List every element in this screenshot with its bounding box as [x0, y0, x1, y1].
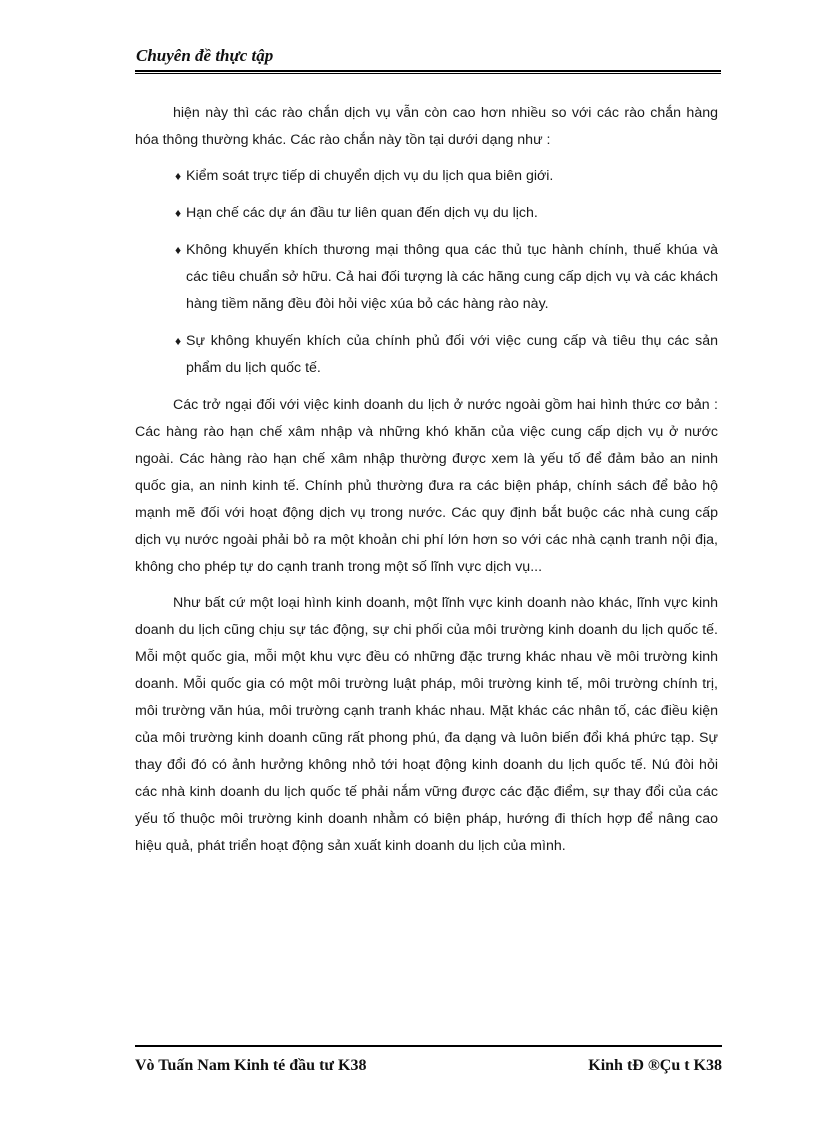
list-item [135, 200, 718, 227]
body-paragraph: Như bất cứ một loại hình kinh doanh, một lĩnh vực kinh doanh nào khác, lĩnh vực kinh doanh du lịch cũng chịu sự tác động, sự chi phối của môi trường kinh doanh du lịch quốc tế. Mỗi một quốc gia, mỗi một khu vực đều có những đặc trưng khác nhau về môi trường kinh doanh. Mỗi quốc gia có một môi trường luật pháp, môi trường kinh tế, môi trường chính trị, môi trường văn húa, môi trường cạnh tranh khác nhau. Mặt khác các nhân tố, các điều kiện của môi trường kinh doanh cũng rất phong phú, đa dạng và luôn biến đổi khá phức tạp. Sự thay đổi đó có ảnh hưởng không nhỏ tới hoạt động kinh doanh du lịch quốc tế. Nú đòi hỏi các nhà kinh doanh du lịch quốc tế phải nắm vững được các đặc điểm, sự thay đổi của các yếu tố thuộc môi trường kinh doanh nhằm có biện pháp, hướng đi thích hợp để nâng cao hiệu quả, phát triển hoạt động sản xuất kinh doanh du lịch của mình. [135, 595, 718, 854]
footer-department: Kinh tÐ ®Çu t K38 [588, 1057, 722, 1074]
list-item [135, 237, 718, 318]
diamond-bullet-icon: ♦ [175, 243, 182, 257]
page-footer [135, 1045, 722, 1078]
body-paragraph: Các trở ngại đối với việc kinh doanh du lịch ở nước ngoài gồm hai hình thức cơ bản : Các hàng rào hạn chế xâm nhập và những khó khăn của việc cung cấp dịch vụ ở nước ngoài. Các hàng rào hạn chế xâm nhập thường được xem là yếu tố để đảm bảo an ninh quốc gia, an ninh kinh tế. Chính phủ thường đưa ra các biện pháp, chính sách để bảo hộ mạnh mẽ đối với hoạt động dịch vụ trong nước. Các quy định bắt buộc các nhà cung cấp dịch vụ nước ngoài phải bỏ ra một khoản chi phí lớn hơn so với các nhà cạnh tranh nội địa, không cho phép tự do cạnh tranh trong một số lĩnh vực dịch vụ... [135, 397, 718, 575]
list-item [135, 163, 718, 190]
diamond-bullet-icon: ♦ [175, 169, 182, 183]
bullet-text: Sự không khuyến khích của chính phủ đối với việc cung cấp và tiêu thụ các sản phẩm du lịch quốc tế. [186, 333, 718, 376]
footer-row [135, 1054, 722, 1078]
header-title: Chuyên đề thực tập [136, 46, 274, 65]
footer-rule [135, 1045, 722, 1047]
diamond-bullet-icon: ♦ [175, 334, 182, 348]
bullet-text: Kiểm soát trực tiếp di chuyển dịch vụ du lịch qua biên giới. [186, 168, 554, 184]
bullet-text: Không khuyến khích thương mại thông qua các thủ tục hành chính, thuế khúa và các tiêu chuẩn sở hữu. Cả hai đối tượng là các hãng cung cấp dịch vụ và các khách hàng tiềm năng đều đòi hỏi việc xúa bỏ các hàng rào này. [186, 242, 718, 312]
diamond-bullet-icon: ♦ [175, 206, 182, 220]
page-header [135, 44, 721, 74]
document-body [135, 100, 718, 869]
footer-author: Vò Tuấn Nam Kinh té đầu tư K38 [135, 1057, 367, 1074]
intro-paragraph: hiện này thì các rào chắn dịch vụ vẫn còn cao hơn nhiều so với các rào chắn hàng hóa thông thường khác. Các rào chắn này tồn tại dưới dạng như : [135, 105, 718, 148]
bullet-text: Hạn chế các dự án đầu tư liên quan đến dịch vụ du lịch. [186, 205, 538, 221]
bullet-list [135, 163, 718, 382]
list-item [135, 328, 718, 382]
header-double-rule [135, 70, 721, 74]
